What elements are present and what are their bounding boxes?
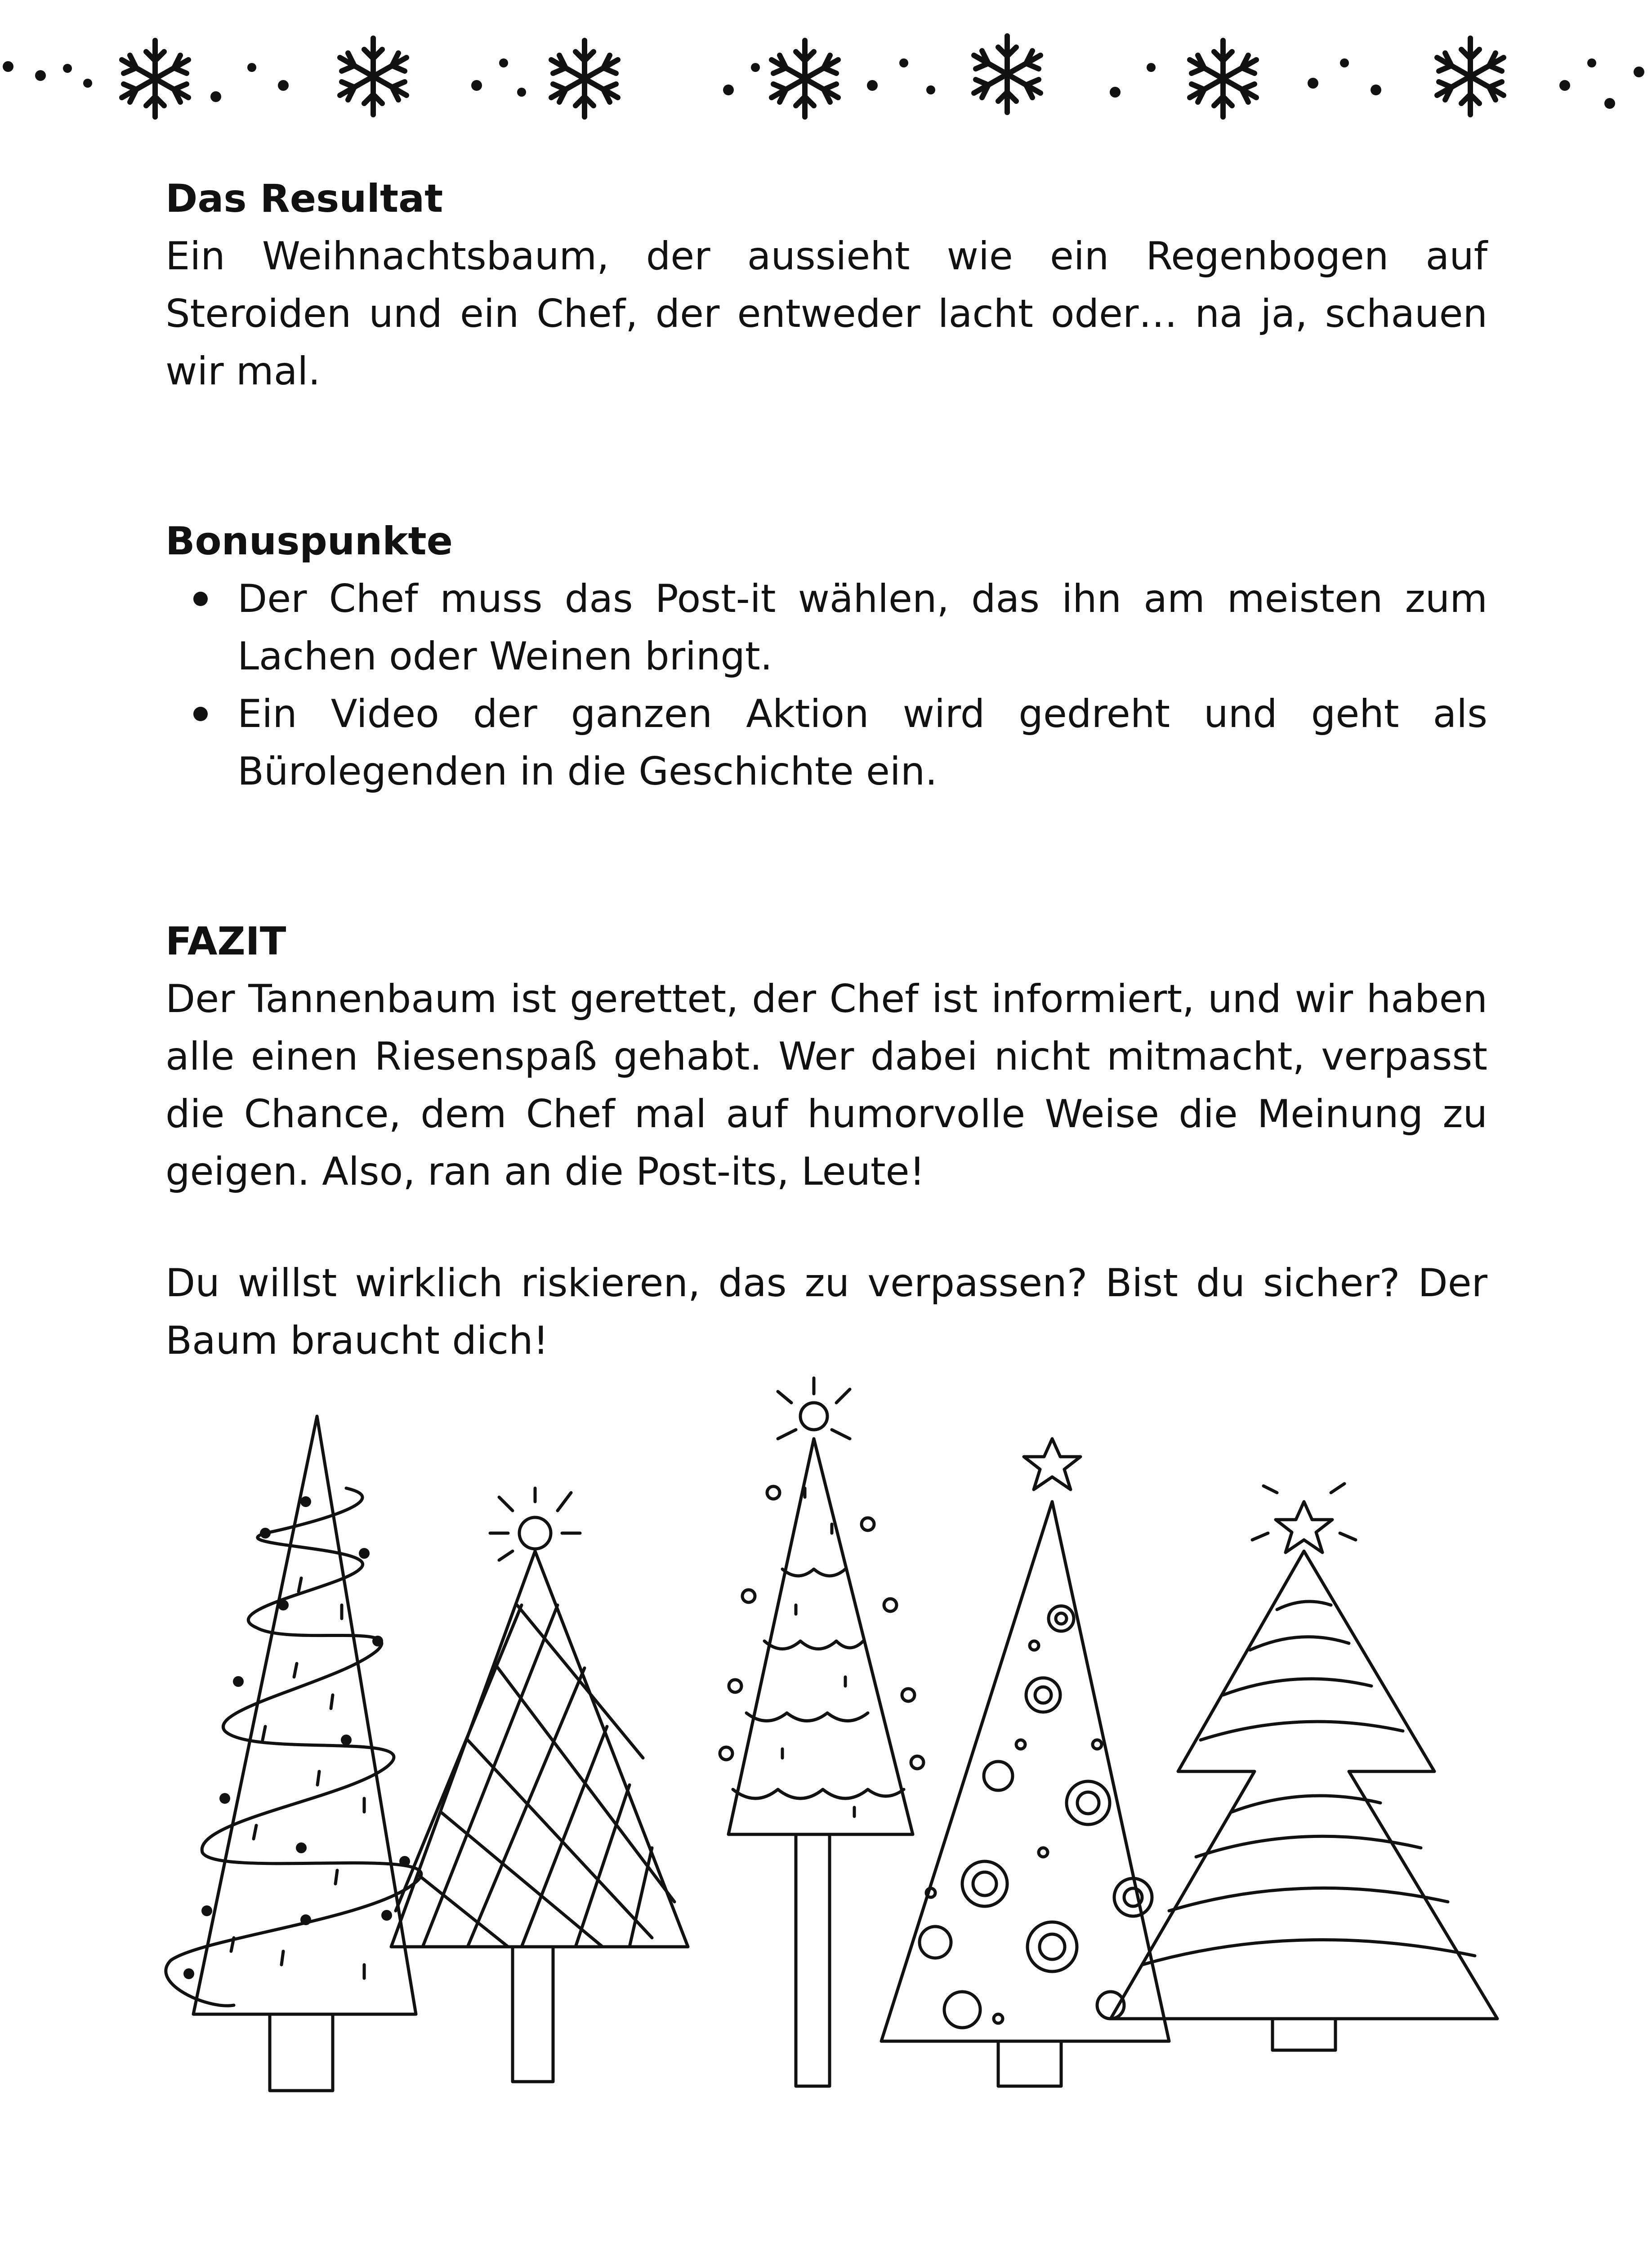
list-item: Ein Video der ganzen Aktion wird gedreht und geht als Bürolegenden in die Geschichte ein.	[237, 685, 1487, 800]
bonus-heading: Bonuspunkte	[165, 519, 453, 564]
closing-text: Du willst wirklich riskieren, das zu verpassen? Bist du sicher? Der Baum braucht dich!	[165, 1261, 1487, 1363]
page-content	[165, 170, 1487, 1369]
snowflake-icon	[122, 40, 188, 117]
snowflake-border	[0, 18, 1652, 135]
tree-lattice	[391, 1488, 688, 2082]
section-bonus	[165, 513, 1487, 800]
list-item: Der Chef muss das Post-it wählen, das ihn am meisten zum Lachen oder Weinen bringt.	[237, 570, 1487, 685]
fazit-heading: FAZIT	[165, 919, 286, 964]
snowflake-icon	[974, 36, 1040, 112]
christmas-trees-illustration	[153, 1353, 1502, 2118]
snowflake-icon	[1190, 40, 1256, 117]
tree-garland	[166, 1416, 421, 2091]
snowflake-icon	[551, 40, 618, 117]
section-resultat	[165, 170, 1487, 400]
resultat-text: Ein Weihnachtsbaum, der aussieht wie ein Regenbogen auf Steroiden und ein Chef, der entweder lacht oder… na ja, schauen wir mal.	[165, 234, 1487, 394]
resultat-heading: Das Resultat	[165, 176, 443, 221]
fazit-text: Der Tannenbaum ist gerettet, der Chef ist informiert, und wir haben alle einen Riesenspaß gehabt. Wer dabei nicht mitmacht, verpasst die Chance, dem Chef mal auf humorvolle Weise die Meinung zu geigen. Also, ran an die Post-its, Leute!	[165, 977, 1487, 1194]
snowflake-icon	[340, 38, 406, 115]
bonus-list	[165, 570, 1487, 800]
tree-scalloped	[720, 1378, 924, 2086]
snowflake-icon	[1437, 38, 1504, 115]
tree-striped	[1111, 1484, 1497, 2050]
snowflake-icon	[772, 40, 838, 117]
section-fazit	[165, 913, 1487, 1200]
